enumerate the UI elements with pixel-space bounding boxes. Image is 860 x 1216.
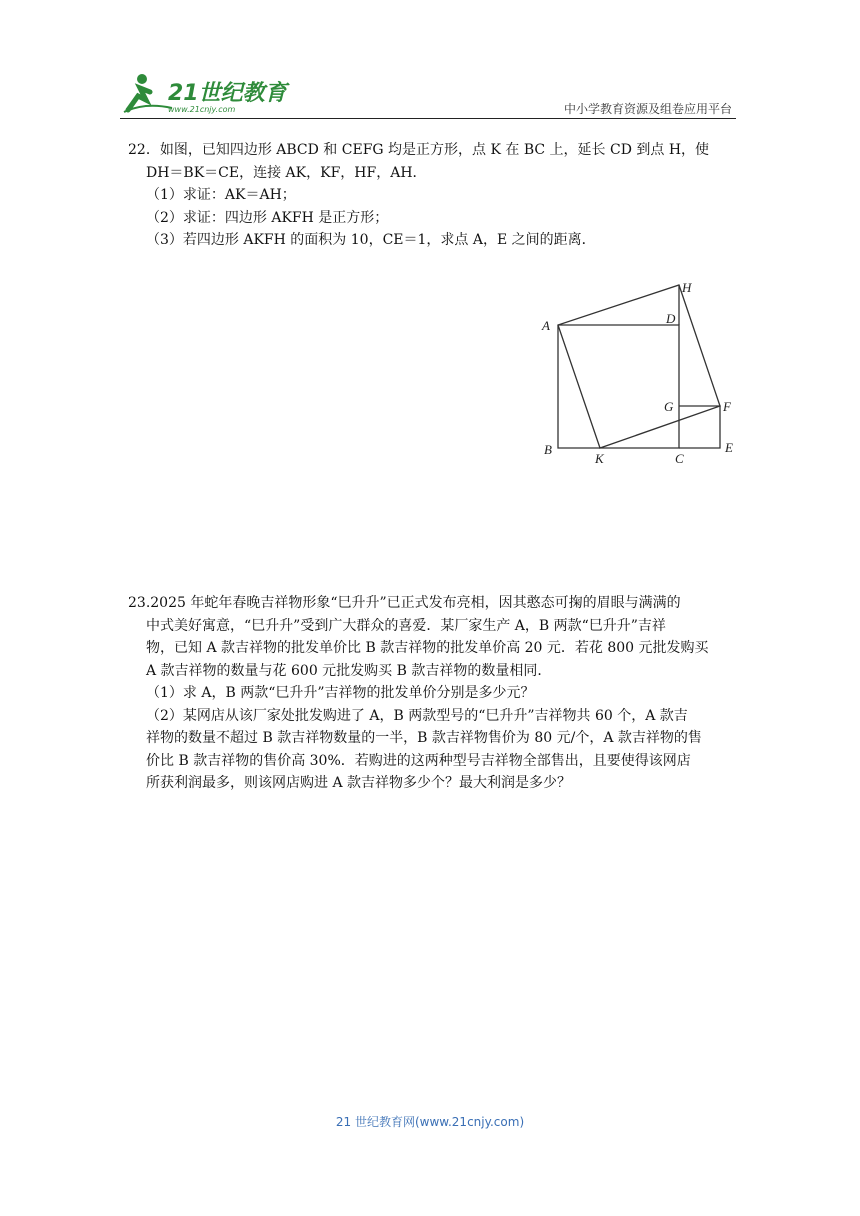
question-23 [128,592,732,795]
q23-sub2-line3: 价比 B 款吉祥物的售价高 30%．若购进的这两种型号吉祥物全部售出，且要使得该网店 [146,752,691,769]
logo-text: 21世纪教育 [168,81,287,106]
logo-url: www.21cnjy.com [168,105,236,114]
page-header [120,70,736,122]
q22-sub1: （1）求证：AK＝AH； [146,187,296,203]
q23-sub1: （1）求 A，B 两款“巳升升”吉祥物的批发单价分别是多少元？ [146,685,535,701]
platform-name: 中小学教育资源及组卷应用平台 [563,102,732,116]
label-d: D [666,311,676,326]
label-h: H [682,280,692,295]
q22-sub3: （3）若四边形 AKFH 的面积为 10，CE＝1，求点 A，E 之间的距离． [146,232,596,248]
label-k: K [595,451,604,466]
label-c: C [675,451,684,466]
q22-line2: DH＝BK＝CE，连接 AK，KF，HF，AH． [146,164,427,181]
label-g: G [664,399,674,414]
square-abcd [558,325,679,448]
square-cefg [679,406,720,448]
q23-sub2-line2: 祥物的数量不超过 B 款吉祥物数量的一半，B 款吉祥物售价为 80 元/个，A 款吉祥物的售 [146,730,702,746]
q23-sub2-line4: 所获利润最多，则该网店购进 A 款吉祥物多少个？最大利润是多少？ [146,775,572,791]
question-22 [128,139,732,252]
label-a: A [542,318,550,333]
q23-line1: 23.2025 年蛇年春晚吉祥物形象“巳升升”已正式发布亮相，因其憨态可掬的眉眼与满满的 [128,595,681,611]
square-akfh [558,285,720,448]
q22-line1: 22．如图，已知四边形 ABCD 和 CEFG 均是正方形，点 K 在 BC 上，延长 CD 到点 H，使 [128,142,710,158]
q22-sub2: （2）求证：四边形 AKFH 是正方形； [146,209,389,226]
q23-line2: 中式美好寓意，“巳升升”受到广大群众的喜爱．某厂家生产 A，B 两款“巳升升”吉祥 [146,617,666,634]
q23-sub2-line1: （2）某网店从该厂家处批发购进了 A，B 两款型号的“巳升升”吉祥物共 60 个，A 款吉 [146,707,688,724]
geometry-figure [538,276,738,471]
q23-line4: A 款吉祥物的数量与花 600 元批发购买 B 款吉祥物的数量相同． [146,662,552,679]
site-logo [120,70,295,116]
header-rule [120,118,736,119]
page-footer[interactable]: 21 世纪教育网(www.21cnjy.com) [335,1115,525,1129]
label-b: B [544,442,552,457]
label-f: F [723,399,731,414]
label-e: E [725,440,733,455]
q23-line3: 物，已知 A 款吉祥物的批发单价比 B 款吉祥物的批发单价高 20 元．若花 800 元批发购买 [146,640,709,656]
